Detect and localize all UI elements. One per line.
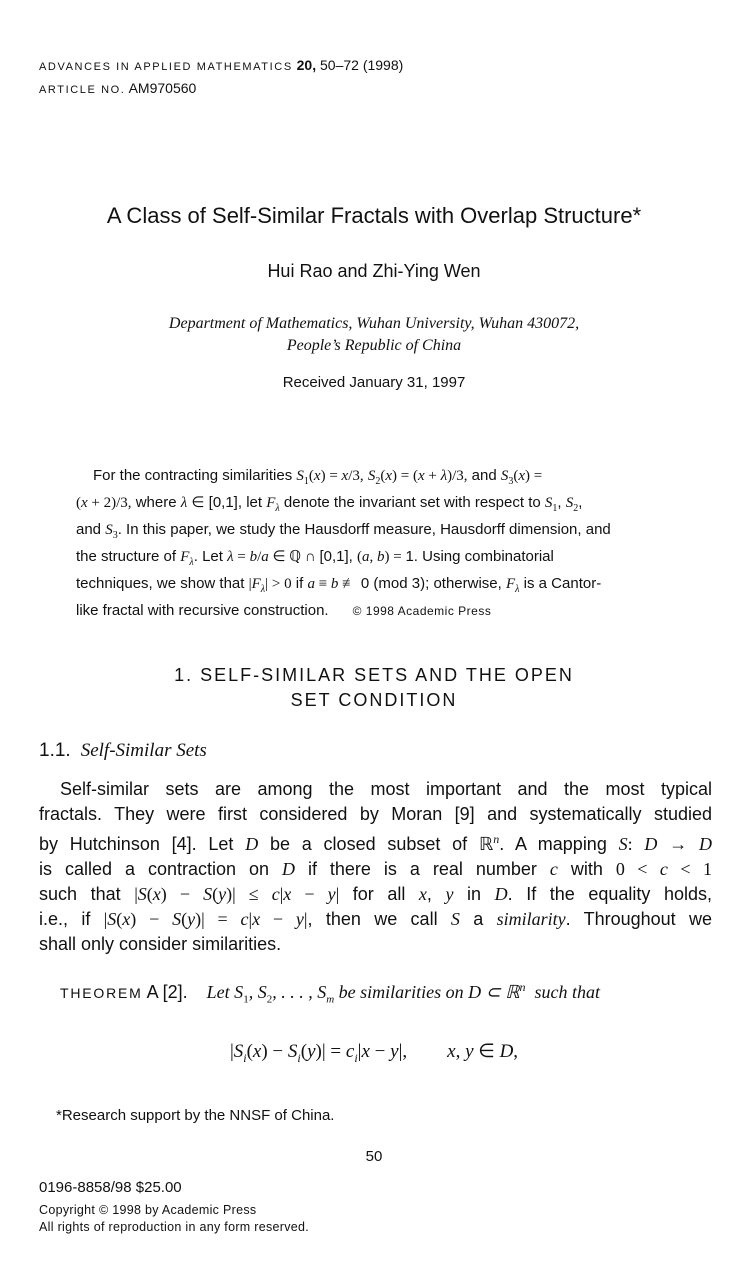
affiliation-line-1: Department of Mathematics, Wuhan University, Wuhan 430072, [168,315,580,332]
journal-volume: 20, [296,57,317,73]
subsection-title: Self-Similar Sets [80,740,207,761]
paper-title: A Class of Self-Similar Fractals with Overlap Structure* [106,203,642,228]
footnote: *Research support by the NNSF of China. [56,1107,335,1124]
affiliation-line-2: People’s Republic of China [286,337,462,354]
abstract [76,465,674,622]
copyright-line-1: Copyright © 1998 by Academic Press [39,1203,257,1217]
abstract-line-4: the structure of $F_\lambda$. Let λ = b/a ∈ ℚ ∩ [0,1], (a, b) = 1. Using combinatorial [76,548,554,568]
theorem-name: A [2]. [146,982,188,1002]
subsection-number: 1.1. [39,740,71,761]
abstract-line-5: techniques, we show that $|F_\lambda| > 0$ if a ≡ b ≢ 0 (mod 3); otherwise, $F_\lambda$ is a Cantor- [76,575,602,595]
journal-pages-year: 50–72 (1998) [320,57,404,73]
copyright-notice [39,1202,309,1236]
affiliation [0,313,748,357]
issn-price: 0196-8858/98 $25.00 [39,1179,182,1196]
received-date: Received January 31, 1997 [282,374,466,391]
subsection-heading [39,740,207,762]
body-line-7: shall only consider similarities. [39,934,282,954]
article-label: ARTICLE NO. [39,84,126,96]
section-heading-line-1: 1. SELF-SIMILAR SETS AND THE OPEN [174,665,574,685]
abstract-line-1: For the contracting similarities $S_1(x) = x/3$, $S_2(x) = (x + \lambda)/3$, and $S_3(x)$ = [93,467,543,487]
theorem-a [39,975,712,1013]
body-line-2: fractals. They were first considered by Moran [9] and systematically studied [39,804,712,824]
journal-header [39,55,403,101]
theorem-statement: Let $S_1$, $S_2$, . . . , $S_m$ be similarities on D ⊂ ℝ$^n$ such that [206,980,600,1006]
body-line-1: Self-similar sets are among the most important and the most typical [60,779,712,799]
abstract-copyright: © 1998 Academic Press [352,604,492,618]
abstract-line-2: (x + 2)/3, where λ ∈ [0,1], let $F_\lambda$ denote the invariant set with respect to $S_1$, $S_2$, [76,494,583,514]
body-line-4: is called a contraction on D if there is a real number c with 0 < c < 1 [39,859,712,879]
body-line-3: by Hutchinson [4]. Let D be a closed subset of ℝ$^n$. A mapping S: D → D [39,832,712,854]
body-paragraph [39,777,712,957]
copyright-line-2: All rights of reproduction in any form reserved. [39,1220,310,1234]
section-heading-line-2: SET CONDITION [290,690,458,710]
section-heading [0,663,748,713]
paper-authors: Hui Rao and Zhi-Ying Wen [267,261,481,281]
body-line-6: i.e., if |S(x) − S(y)| = c|x − y|, then we call S a similarity. Throughout we [39,909,713,929]
journal-name: ADVANCES IN APPLIED MATHEMATICS [39,61,293,73]
theorem-equation: $|S_i(x) - S_i(y)| = c_i|x - y|$, x, y ∈ D, [229,1041,519,1065]
abstract-line-6: like fractal with recursive construction. © 1998 Academic Press [76,602,492,619]
article-number: AM970560 [128,80,197,96]
abstract-line-3: and $S_3$. In this paper, we study the Hausdorff measure, Hausdorff dimension, and [76,521,611,541]
theorem-label: THEOREM [60,985,143,1001]
page-number: 50 [365,1148,383,1165]
body-line-5: such that |S(x) − S(y)| ≤ c|x − y| for all x, y in D. If the equality holds, [39,884,712,904]
